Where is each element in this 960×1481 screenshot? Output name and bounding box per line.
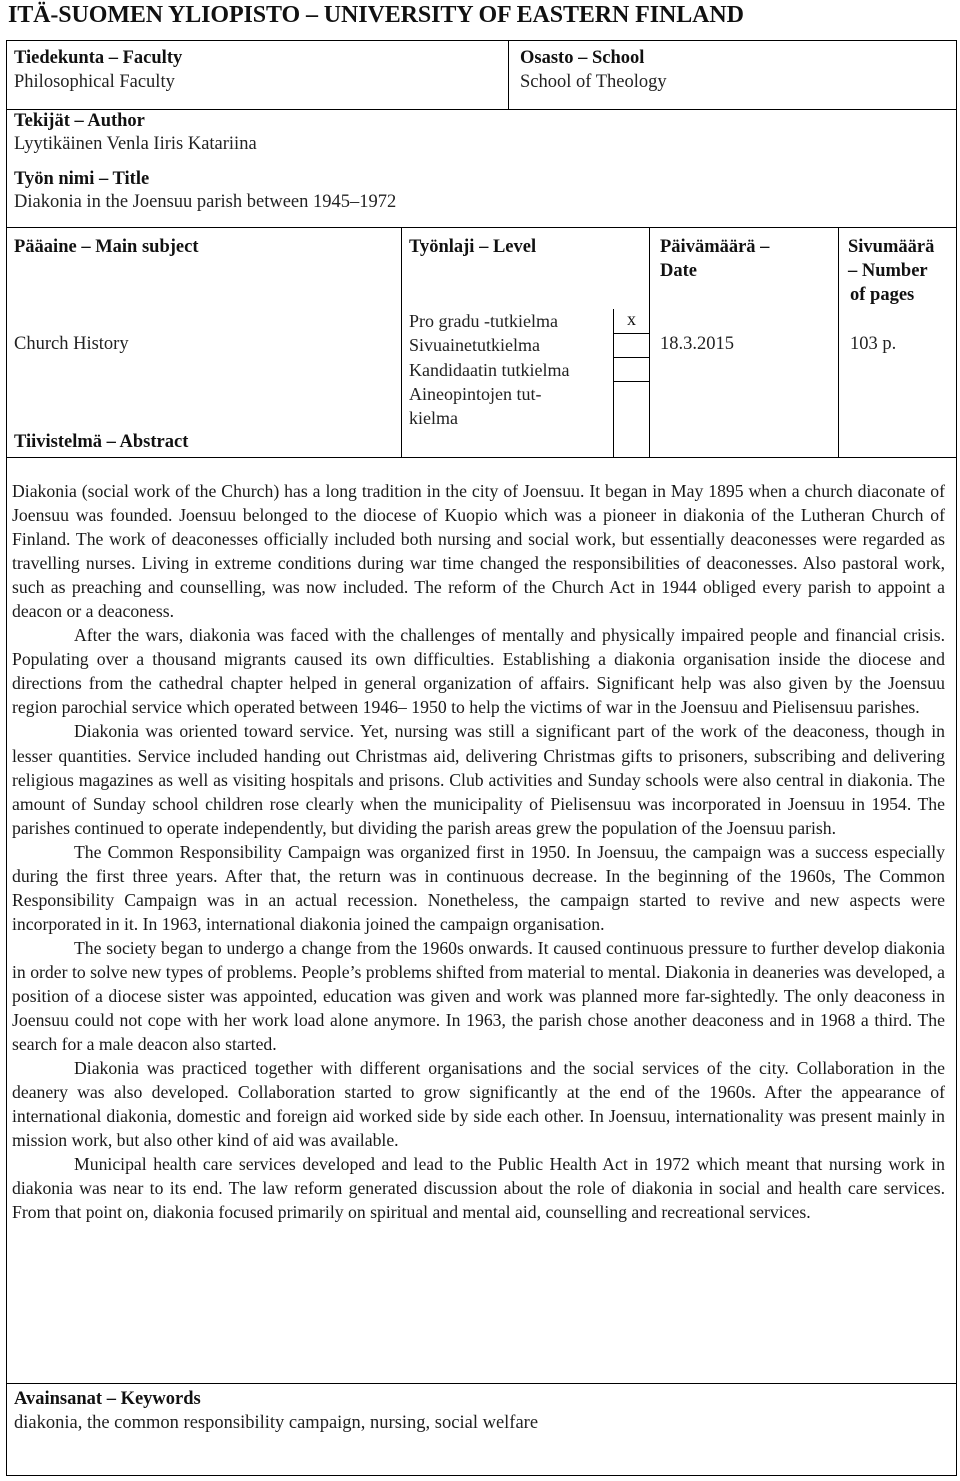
title-label: Työn nimi – Title <box>14 169 150 189</box>
row-divider-keywords <box>6 1383 957 1384</box>
pages-label: Sivumäärä <box>848 237 935 257</box>
col-divider-date <box>649 227 650 457</box>
keywords-value: diakonia, the common responsibility campaign, nursing, social welfare <box>14 1413 539 1433</box>
author-label: Tekijät – Author <box>14 111 145 131</box>
main-subject-value: Church History <box>14 334 129 354</box>
level-label: Työnlaji – Level <box>409 237 537 257</box>
abstract-label: Tiivistelmä – Abstract <box>14 432 189 452</box>
level-checkbox-pro-gradu[interactable]: x <box>613 309 649 333</box>
level-option: Kandidaatin tutkielma <box>409 359 570 380</box>
form-border-right <box>956 40 957 1476</box>
pages-label-en-2: of pages <box>850 285 915 305</box>
abstract-paragraph: Diakonia was practiced together with different organisations and the social services of the city. Collaboration in the deanery was also developed. Collaboration started to grow significantly at the end of the 1960s. After the appearance of international diakonia, domestic and foreign aid worked side by side each other. In Joensuu, internationality was present mainly in mission work, but also other kind of aid was available. <box>12 1058 945 1151</box>
pages-value: 103 p. <box>850 334 897 354</box>
pages-label-en: – Number <box>848 261 928 281</box>
school-label: Osasto – School <box>520 48 645 68</box>
abstract-paragraph: Diakonia (social work of the Church) has a long tradition in the city of Joensuu. It began in May 1895 when a church diaconate of Joensuu was founded. Joensuu belonged to the diocese of Kuopio which was a pioneer in diakonia of the Lutheran Church of Finland. The work of deaconesses officially included both nursing and social work, but essentially deaconesses were regarded as travelling nurses. Living in extreme conditions during war time changed the responsibilities of deaconesses. Also pastoral work, such as preaching and counselling, was now included. The reform of the Church Act in 1944 obliged every parish to appoint a deacon or a deaconess. <box>12 481 945 622</box>
faculty-label: Tiedekunta – Faculty <box>14 48 183 68</box>
level-options <box>409 309 569 430</box>
abstract-paragraph: After the wars, diakonia was faced with the challenges of mentally and physically impaired people and financial crisis. Populating over a thousand migrants caused its own difficulties. Establishing a diakonia organisation inside the diocese and directions from the cathedral chapter helped in general organization of affairs. Significant help was also given by the Joensuu region parochial service which operated between 1946– 1950 to help the victims of war in the Joensuu and Pielisensuu parishes. <box>12 625 945 718</box>
form-border-top <box>6 40 957 41</box>
form-border-left <box>6 40 7 1476</box>
level-checkbox-sivuaine[interactable] <box>613 333 649 357</box>
school-value: School of Theology <box>520 72 667 92</box>
main-subject-label: Pääaine – Main subject <box>14 237 199 257</box>
date-label-en: Date <box>660 261 697 281</box>
date-value: 18.3.2015 <box>660 334 734 354</box>
faculty-school-divider <box>508 40 509 109</box>
abstract-body <box>12 479 945 1224</box>
col-divider-level <box>401 227 402 457</box>
level-checkbox-aineopintojen[interactable] <box>613 381 649 457</box>
row-divider-author <box>6 109 957 110</box>
col-divider-pages <box>838 227 839 457</box>
faculty-value: Philosophical Faculty <box>14 72 175 92</box>
level-option: Aineopintojen tut- <box>409 383 542 404</box>
author-value: Lyytikäinen Venla Iiris Katariina <box>14 134 257 154</box>
level-option: Sivuainetutkielma <box>409 335 540 356</box>
level-option: Pro gradu -tutkielma <box>409 311 558 331</box>
level-option: kielma <box>409 408 458 429</box>
keywords-label: Avainsanat – Keywords <box>14 1389 201 1409</box>
title-value: Diakonia in the Joensuu parish between 1945–1972 <box>14 192 397 212</box>
form-border-bottom <box>6 1475 957 1476</box>
row-divider-info <box>6 227 957 228</box>
date-label: Päivämäärä – <box>660 237 770 257</box>
university-header: ITÄ-SUOMEN YLIOPISTO – UNIVERSITY OF EASTERN FINLAND <box>8 2 744 28</box>
abstract-paragraph: Municipal health care services developed and lead to the Public Health Act in 1972 which meant that nursing work in diakonia was near to its end. The law reform generated discussion about the role of diakonia in social and health care services. From that point on, diakonia focused primarily on spiritual and mental aid, counselling and recreational services. <box>12 1154 945 1223</box>
abstract-paragraph: Diakonia was oriented toward service. Yet, nursing was still a significant part of the work of the deaconess, though in lesser quantities. Service included handing out Christmas aid, delivering Christmas gifts to prisoners, subscribing and delivering religious magazines as well as visiting hospitals and prisons. Club activities and Sunday schools were also central in diakonia. The amount of Sunday school children rose clearly when the municipality of Pielisensuu was incorporated in Joensuu in 1954. The parishes continued to operate independently, but dividing the parish areas grew the population of the Joensuu parish. <box>12 721 945 838</box>
abstract-paragraph: The society began to undergo a change from the 1960s onwards. It caused continuous pressure to further develop diakonia in order to solve new types of problems. People’s problems shifted from material to mental. Diakonia in deaneries was developed, a position of a diocese sister was appointed, education was given and work was planned more far-sightedly. The only deaconess in Joensuu could not cope with her work load alone anymore. In 1963, the parish chose another deaconess and in 1968 a third. The search for a male deacon also started. <box>12 937 945 1055</box>
row-divider-abstract <box>6 457 957 458</box>
level-checkbox-kandidaatin[interactable] <box>613 357 649 381</box>
abstract-paragraph: The Common Responsibility Campaign was organized first in 1950. In Joensuu, the campaign was a success especially during the first three years. After that, the return was in continuous decrease. In the beginning of the 1960s, The Common Responsibility Campaign was in an actual recession. Nonetheless, the campaign started to revive and new aspects were incorporated in it. In 1963, international diakonia joined the campaign organisation. <box>12 841 945 934</box>
